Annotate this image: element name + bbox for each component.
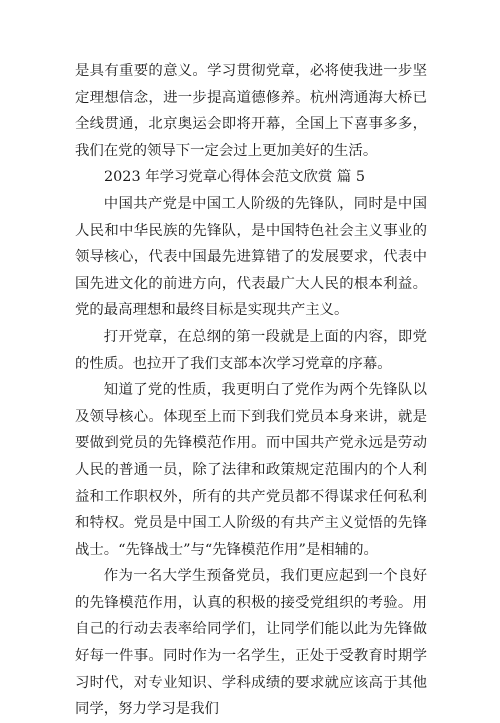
paragraph-party-nature: 中国共产党是中国工人阶级的先锋队，同时是中国人民和中华民族的先锋队，是中国特色社会主义事业的领导核心，代表中国最先进算错了的发展要求，代表中国先进文化的前进方向，代表最广大人民的根本利益。党的最高理想和最终目标是实现共产主义。 [75, 195, 427, 319]
section-heading: 2023 年学习党章心得体会范文欣赏 篇 5 [104, 169, 365, 186]
paragraph-open-constitution: 打开党章，在总纲的第一段就是上面的内容，即党的性质。也拉开了我们支部本次学习党章的序幕。 [75, 328, 427, 372]
document-page [75, 58, 427, 723]
paragraph-vanguard-role: 知道了党的性质，我更明白了党作为两个先锋队以及领导核心。体现至上而下到我们党员本身来讲，就是要做到党员的先锋模范作用。而中国共产党永远是劳动人民的普通一员，除了法律和政策规定范围内的个人利益和工作职权外，所有的共产党员都不得谋求任何私利和特权。党员是中国工人阶级的有共产主义觉悟的先锋战士。“先锋战士”与“先锋模范作用”是相辅的。 [75, 382, 427, 558]
paragraph-continuation: 是具有重要的意义。学习贯彻党章，必将使我进一步坚定理想信念，进一步提高道德修养。杭州湾通海大桥已全线贯通，北京奥运会即将开幕，全国上下喜事多多，我们在党的领导下一定会过上更加美好的生活。 [75, 63, 427, 159]
paragraph-student-member: 作为一名大学生预备党员，我们更应起到一个良好的先锋模范作用，认真的积极的接受党组织的考验。用自己的行动去表率给同学们，让同学们能以此为先锋做好每一件事。同时作为一名学生，正处于受教育时期学习时代，对专业知识、学科成绩的要求就应该高于其他同学，努力学习是我们 [75, 568, 427, 718]
